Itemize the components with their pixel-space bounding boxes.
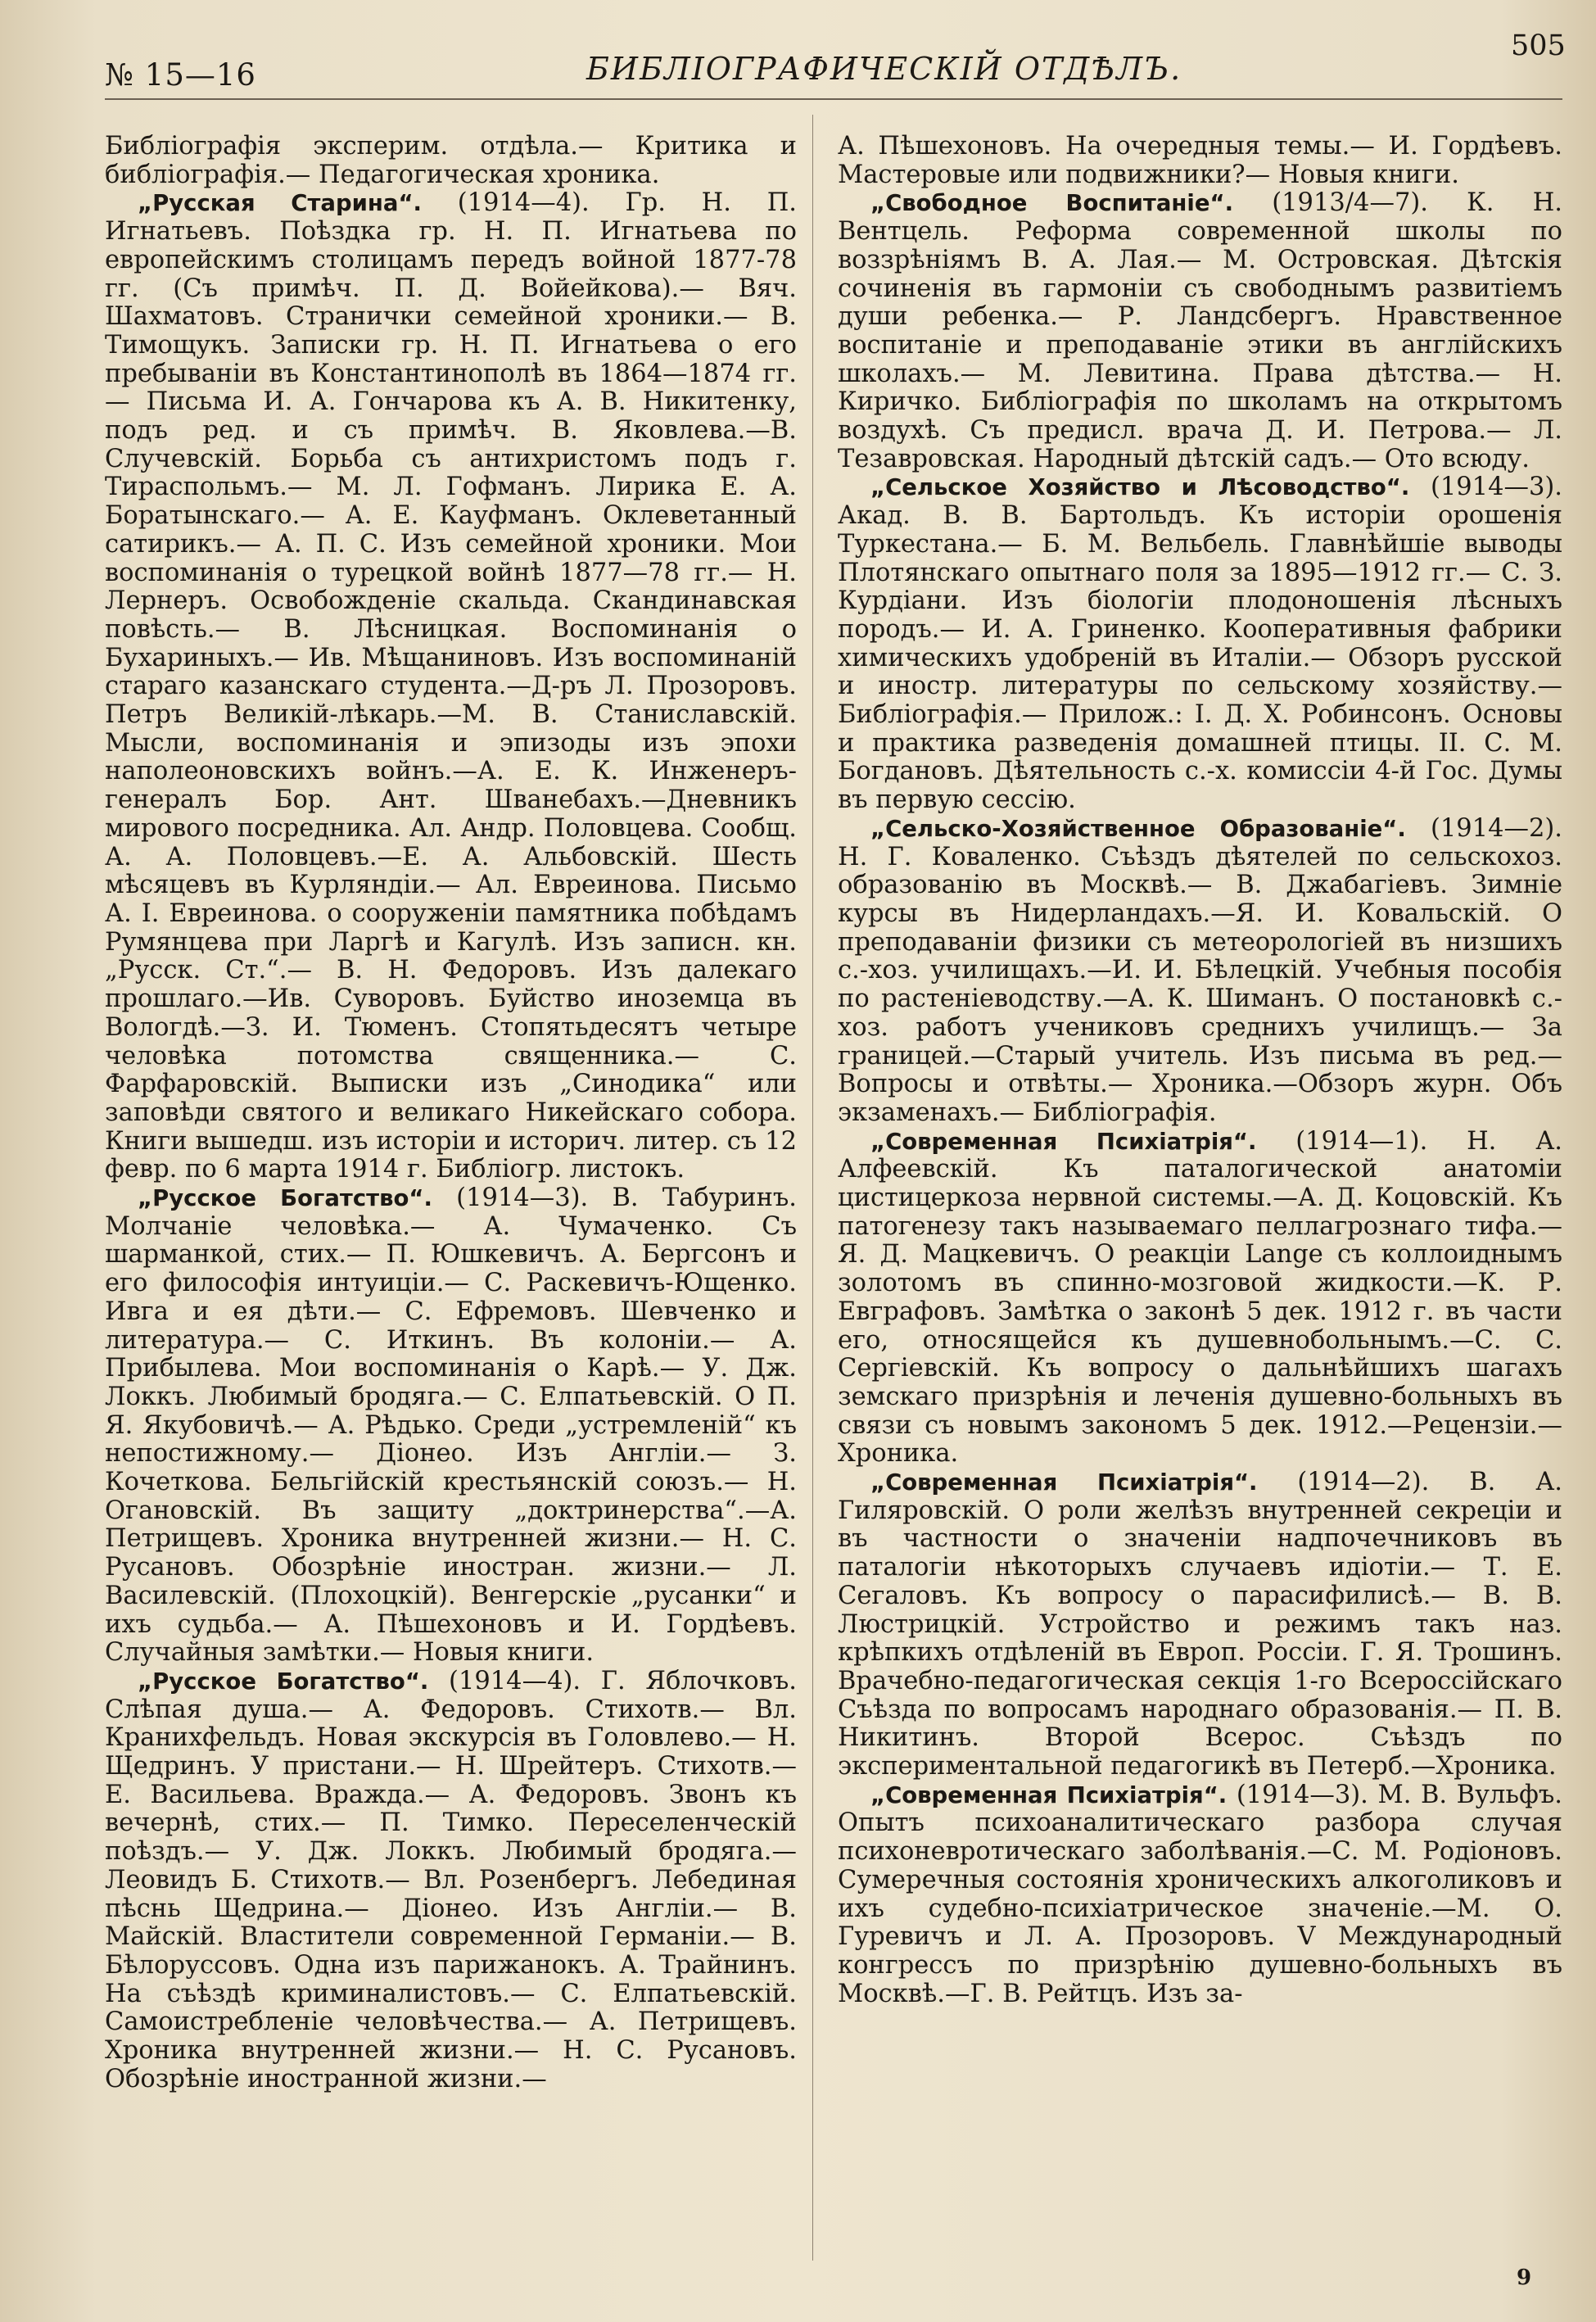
- journal-title: „Русское Богатство“.: [138, 1668, 429, 1695]
- journal-entry: [105, 1184, 797, 1668]
- journal-entry: [105, 1668, 797, 2094]
- journal-title: „Сельско-Хозяйственное Образованіе“.: [870, 815, 1406, 842]
- journal-title: „Современная Психіатрія“.: [870, 1469, 1258, 1496]
- journal-entry: [838, 1469, 1562, 1781]
- journal-entry: [838, 815, 1562, 1128]
- journal-title: „Свободное Воспитаніе“.: [870, 190, 1234, 217]
- journal-title: „Русская Старина“.: [138, 190, 422, 217]
- journal-entry: [838, 473, 1562, 814]
- header-rule: [105, 98, 1562, 100]
- journal-title: „Русское Богатство“.: [138, 1185, 432, 1212]
- journal-entry: [838, 189, 1562, 473]
- journal-entry: [838, 1781, 1562, 2009]
- entry-text: (1914—1). Н. А. Алфеевскій. Къ паталогической анатоміи цистицеркоза нервной системы.—А. Д. Коцовскій. Къ патогенезу такъ называемаго пеллагрознаго тифа.—Я. Д. Мацкевичъ. О реакціи Lange съ коллоиднымъ золотомъ въ спинно-мозговой жидкости.—К. Р. Евграфовъ. Замѣтка о законѣ 5 дек. 1912 г. въ части его, относящейся къ душевнобольнымъ.—С. С. Сергіевскій. Къ вопросу о дальнѣйшихъ шагахъ земскаго призрѣнія и леченія душевно-больныхъ въ связи съ новымъ закономъ 5 дек. 1912.—Рецензіи.—Хроника.: [838, 1126, 1562, 1469]
- journal-title: „Современная Психіатрія“.: [870, 1781, 1228, 1808]
- column-rule: [812, 115, 813, 2261]
- entry-text: (1914—3). М. В. Вульфъ. Опытъ психоаналитическаго разбора случая психоневротическаго заболѣванія.—С. М. Родіоновъ. Сумеречныя состоянія хроническихъ алкоголиковъ и ихъ судебно-психіатрическое значеніе.—М. О. Гуревичъ и Л. А. Прозоровъ. V Международный конгрессъ по призрѣнію душевно-больныхъ въ Москвѣ.—Г. В. Рейтцъ. Изъ за-: [838, 1780, 1562, 2008]
- entry-text: (1914—2). Н. Г. Коваленко. Съѣздъ дѣятелей по сельскохоз. образованію въ Москвѣ.— В. Джабагіевъ. Зимніе курсы въ Нидерландахъ.—Я. И. Ковальскій. О преподаваніи физики съ метеорологіей въ низшихъ с.-хоз. училищахъ.—И. И. Бѣлецкій. Учебныя пособія по растеніеводству.—А. К. Шиманъ. О постановкѣ с.-хоз. работъ учениковъ среднихъ училищъ.— За границей.—Старый учитель. Изъ письма въ ред.—Вопросы и отвѣты.— Хроника.—Обзоръ журн. Объ экзаменахъ.— Библіографія.: [838, 813, 1562, 1127]
- journal-entry: [838, 1128, 1562, 1469]
- right-column: [838, 133, 1562, 2008]
- entry-text: (1914—4). Гр. Н. П. Игнатьевъ. Поѣздка гр. Н. П. Игнатьева по европейскимъ столицамъ передъ войной 1877-78 гг. (Съ примѣч. П. Д. Войейкова).— Вяч. Шахматовъ. Странички семейной хроники.— В. Тимощукъ. Записки гр. Н. П. Игнатьева о его пребываніи въ Константинополѣ въ 1864—1874 гг.— Письма И. А. Гончарова къ А. В. Никитенку, подъ ред. и съ примѣч. В. Яковлева.—В. Случевскій. Борьба съ антихристомъ подъ г. Тираспольмъ.— М. Л. Гофманъ. Лирика Е. А. Боратынскаго.— А. Е. Кауфманъ. Оклеветанный сатирикъ.— А. П. С. Изъ семейной хроники. Мои воспоминанія о турецкой войнѣ 1877—78 гг.— Н. Лернеръ. Освобожденіе скальда. Скандинавская повѣсть.— В. Лѣсницкая. Воспоминанія о Бухариныхъ.— Ив. Мѣщаниновъ. Изъ воспоминаній стараго казанскаго студента.—Д-ръ Л. Прозоровъ. Петръ Великій-лѣкарь.—М. В. Станиславскій. Мысли, воспоминанія и эпизоды изъ эпохи наполеоновскихъ войнъ.—А. Е. К. Инженеръ-генералъ Бор. Ант. Шванебахъ.—Дневникъ мирового посредника. Ал. Андр. Половцева. Сообщ. А. А. Половцевъ.—Е. А. Альбовскій. Шесть мѣсяцевъ въ Курляндіи.— Ал. Евреинова. Письмо А. І. Евреинова. о сооруженіи памятника побѣдамъ Румянцева при Ларгѣ и Кагулѣ. Изъ записн. кн. „Русск. Ст.“.— В. Н. Федоровъ. Изъ далекаго прошлаго.—Ив. Суворовъ. Буйство иноземца въ Вологдѣ.—З. И. Тюменъ. Стопятьдесятъ четыре человѣка потомства священника.— С. Фарфаровскій. Выписки изъ „Синодика“ или заповѣди святого и великаго Никейскаго собора. Книги вышедш. изъ исторіи и историч. литер. съ 12 февр. по 6 марта 1914 г. Библіогр. листокъ.: [105, 188, 797, 1184]
- entry-text: (1914—3). В. Табуринъ. Молчаніе человѣка.— А. Чумаченко. Съ шарманкой, стих.— П. Юшкевичъ. А. Бергсонъ и его философія интуиціи.— С. Раскевичъ-Ющенко. Ивга и ея дѣти.— С. Ефремовъ. Шевченко и литература.— С. Иткинъ. Въ колоніи.— А. Прибылева. Мои воспоминанія о Карѣ.— У. Дж. Локкъ. Любимый бродяга.— С. Елпатьевскій. О П. Я. Якубовичѣ.— А. Рѣдько. Среди „устремленій“ къ непостижному.— Діонео. Изъ Англіи.— З. Кочеткова. Бельгійскій крестьянскій союзъ.— Н. Огановскій. Въ защиту „доктринерства“.—А. Петрищевъ. Хроника внутренней жизни.— Н. С. Русановъ. Обозрѣніе иностран. жизни.— Л. Василевскій. (Плохоцкій). Венгерскіе „русанки“ и ихъ судьба.— А. Пѣшехоновъ и И. Гордѣевъ. Случайныя замѣтки.— Новыя книги.: [105, 1184, 797, 1668]
- running-title: БИБЛІОГРАФИЧЕСКІЙ ОТДѢЛЪ.: [586, 51, 1182, 87]
- entry-text: (1913/4—7). К. Н. Вентцель. Реформа современной школы по воззрѣніямъ В. А. Лая.— М. Островская. Дѣтскія сочиненія въ гармоніи съ свободнымъ развитіемъ души ребенка.— Р. Ландсбергъ. Нравственное воспитаніе и преподаваніе этики въ англійскихъ школахъ.— М. Левитина. Права дѣтства.— Н. Киричко. Библіографія по школамъ на открытомъ воздухѣ. Съ предисл. врача Д. И. Петрова.— Л. Тезавровская. Народный дѣтскій садъ.— Ото всюду.: [838, 188, 1562, 473]
- entry-text: (1914—3). Акад. В. В. Бартольдъ. Къ исторіи орошенія Туркестана.— Б. М. Вельбель. Главнѣйшіе выводы Плотянскаго опытнаго поля за 1895—1912 гг.— С. З. Курдіани. Изъ біологіи плодоношенія лѣсныхъ породъ.— И. А. Гриненко. Кооперативныя фабрики химическихъ удобреній въ Италіи.— Обзоръ русской и иностр. литературы по сельскому хозяйству.— Библіографія.— Прилож.: І. Д. Х. Робинсонъ. Основы и практика разведенія домашней птицы. II. С. М. Богдановъ. Дѣятельность с.-х. комиссіи 4-й Гос. Думы въ первую сессію.: [838, 473, 1562, 815]
- left-column: [105, 133, 797, 2094]
- paragraph: А. Пѣшехоновъ. На очередныя темы.— И. Гордѣевъ. Мастеровые или подвижники?— Новыя книги.: [838, 132, 1562, 189]
- issue-number: № 15—16: [105, 57, 256, 93]
- page-number: 505: [1511, 29, 1566, 62]
- entry-text: (1914—2). В. А. Гиляровскій. О роли желѣзъ внутренней секреціи и въ частности о значеніи надпочечниковъ въ паталогіи нѣкоторыхъ случаевъ идіотіи.— Т. Е. Сегаловъ. Къ вопросу о парасифилисѣ.— В. В. Люстрицкій. Устройство и режимъ такъ наз. крѣпкихъ отдѣленій въ Европ. Россіи. Г. Я. Трошинъ. Врачебно-педагогическая секція 1-го Всероссійскаго Съѣзда по вопросамъ народнаго образованія.— П. В. Никитинъ. Второй Всерос. Съѣздъ по экспериментальной педагогикѣ въ Петерб.—Хроника.: [838, 1468, 1562, 1781]
- entry-text: (1914—4). Г. Яблочковъ. Слѣпая душа.— А. Федоровъ. Стихотв.— Вл. Кранихфельдъ. Новая экскурсія въ Головлево.— Н. Щедринъ. У пристани.— Н. Шрейтеръ. Стихотв.— Е. Васильева. Вражда.— А. Федоровъ. Звонъ къ вечернѣ, стих.— П. Тимко. Переселенческій поѣздъ.— У. Дж. Локкъ. Любимый бродяга.— Леовидъ Б. Стихотв.— Вл. Розенбергъ. Лебединая пѣснь Щедрина.— Діонео. Изъ Англіи.— В. Майскій. Властители современной Германіи.— В. Бѣлоруссовъ. Одна изъ парижанокъ. А. Трайнинъ. На съѣздѣ криминалистовъ.— С. Елпатьевскій. Самоистребленіе человѣчества.— А. Петрищевъ. Хроника внутренней жизни.— Н. С. Русановъ. Обозрѣніе иностранной жизни.—: [105, 1666, 798, 2093]
- printer-signature: 9: [1517, 2265, 1532, 2290]
- journal-title: „Сельское Хозяйство и Лѣсоводство“.: [870, 474, 1410, 501]
- paragraph: Библіографія эксперим. отдѣла.— Критика и библіографія.— Педагогическая хроника.: [105, 132, 797, 189]
- page-header: [0, 0, 1596, 106]
- journal-title: „Современная Психіатрія“.: [870, 1128, 1257, 1155]
- journal-entry: [105, 189, 797, 1184]
